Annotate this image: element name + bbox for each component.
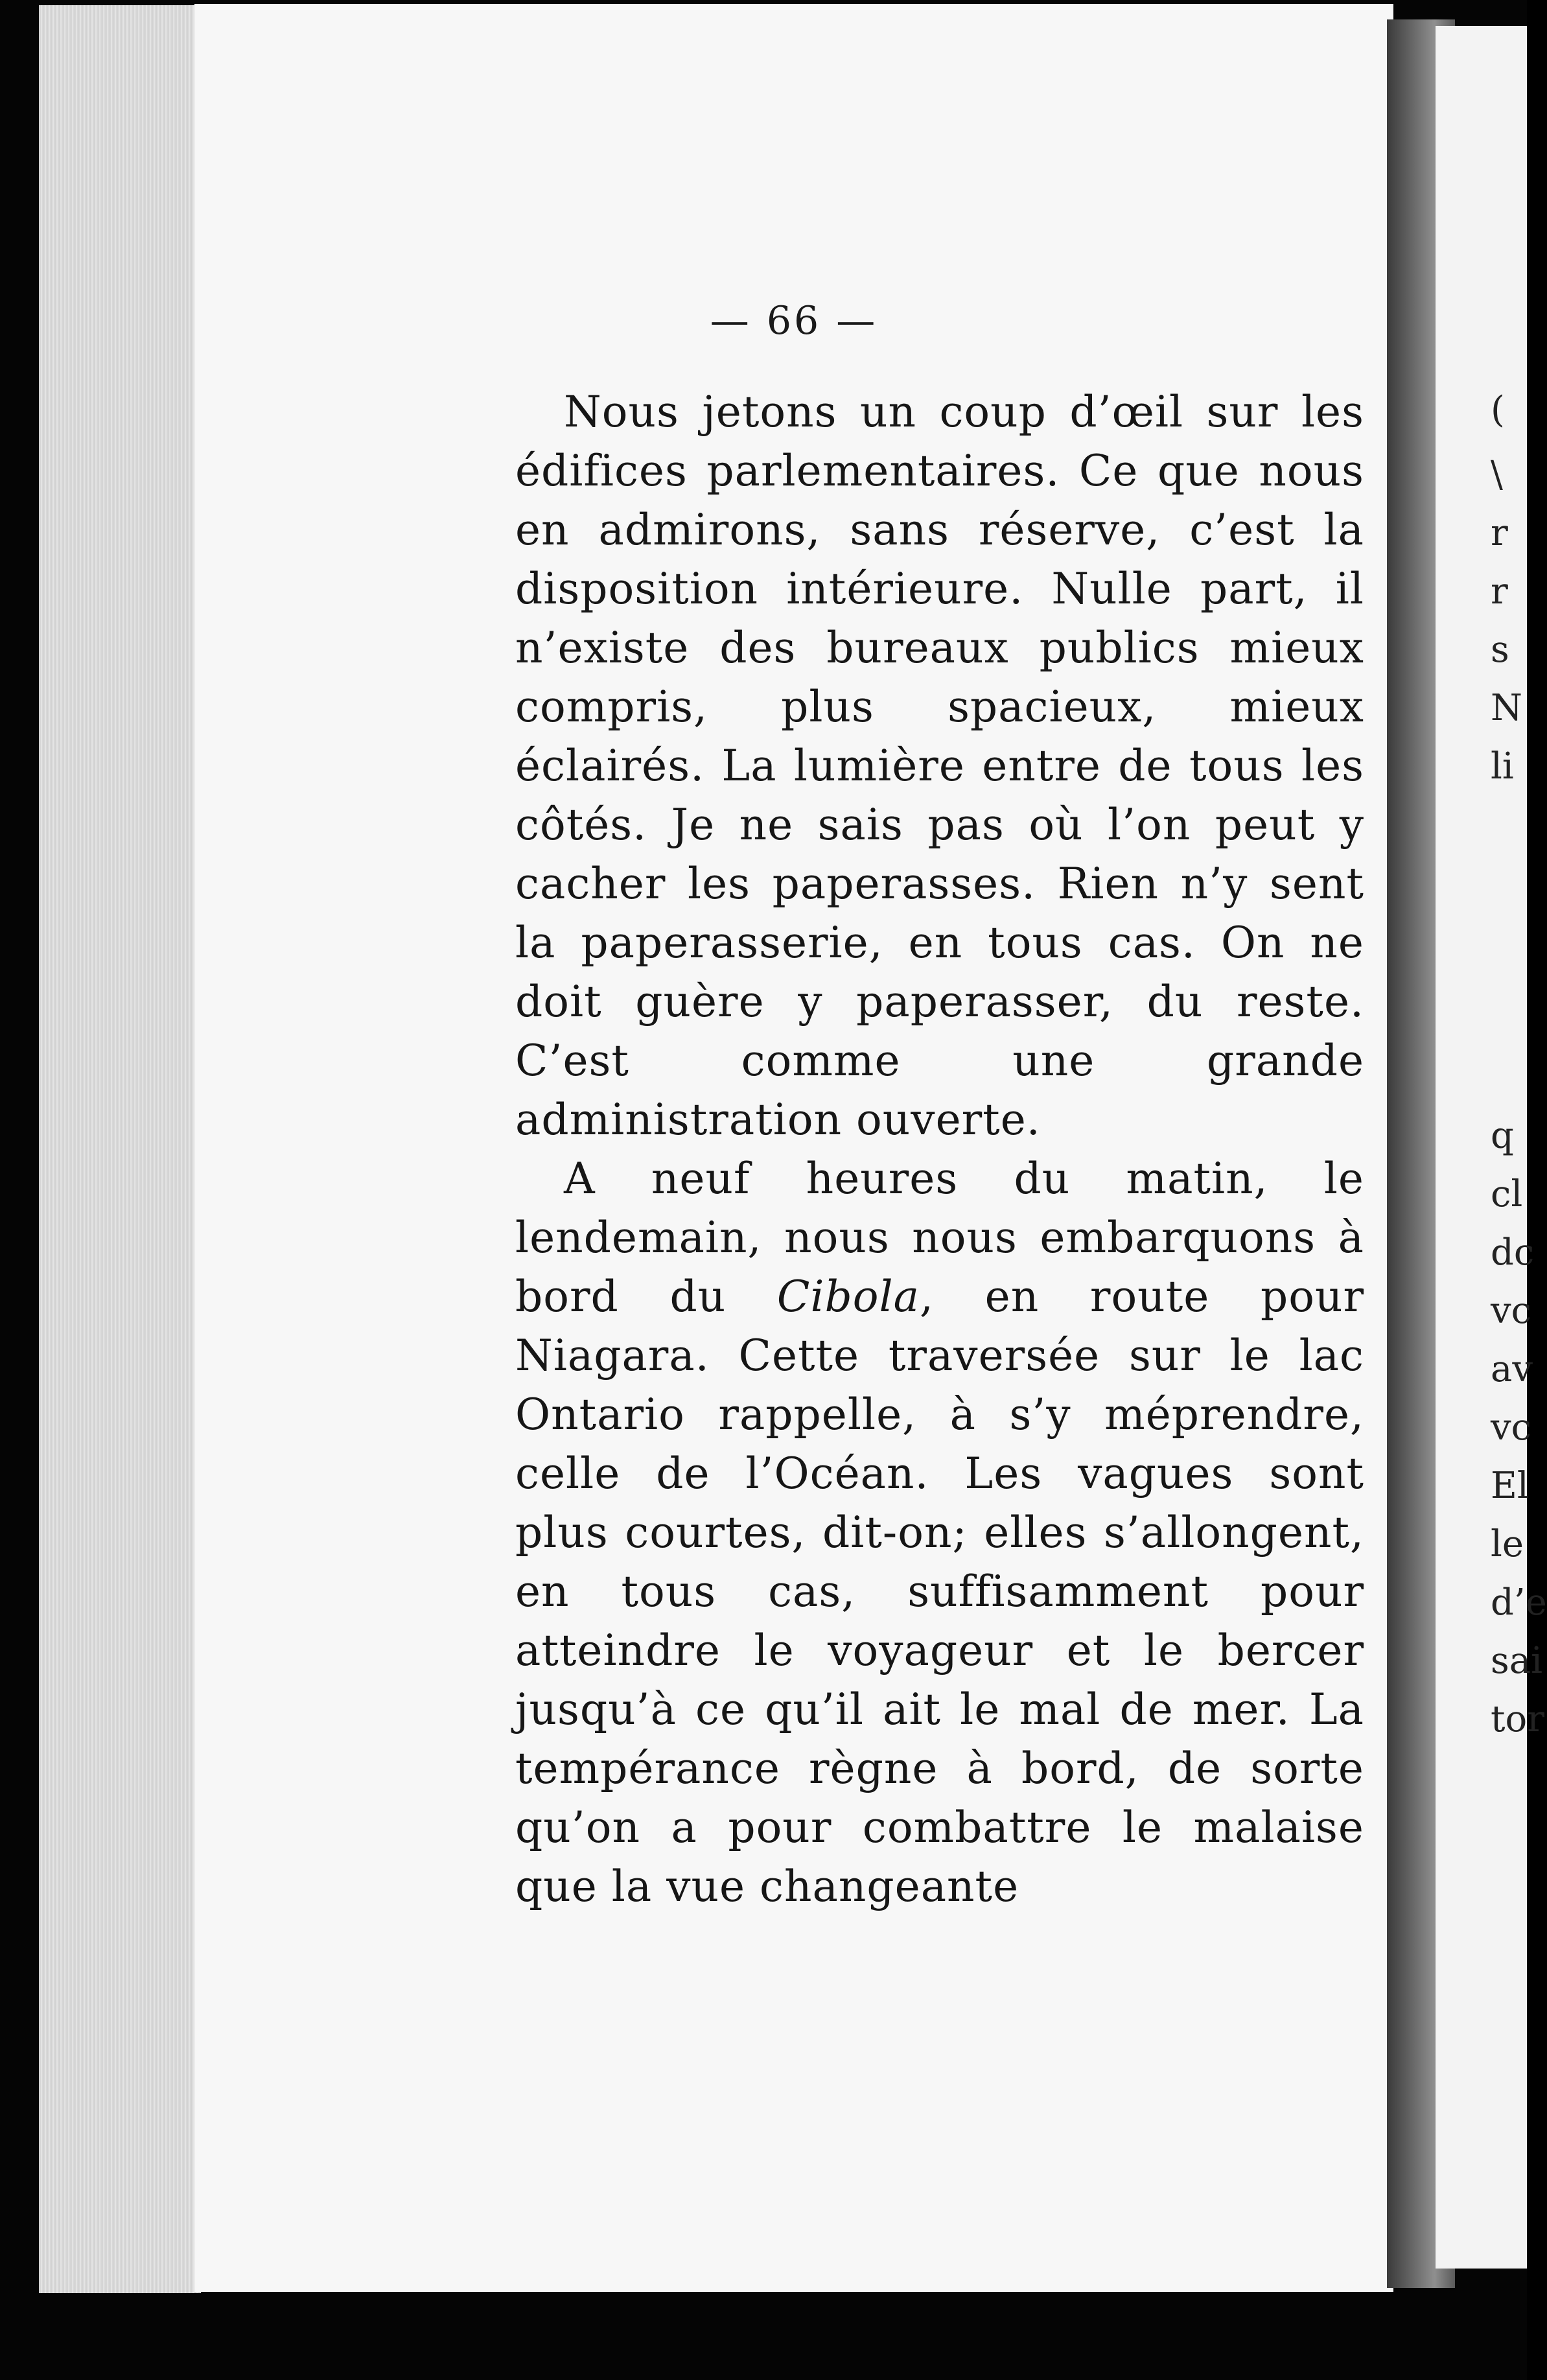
facing-page-fragment: N bbox=[1491, 687, 1522, 729]
ship-name: Cibola bbox=[776, 1272, 920, 1322]
paragraph-1: Nous jetons un coup d’œil sur les édifices parlementaires. Ce que nous en admirons, sans réserve, c’est la disposition intérieure. Nulle part, il n’existe des bureaux publics mieux compris, plus spacieux, mieux éclairés. La lumière entre de tous les côtés. Je ne sais pas où l’on peut y cacher les paperasses. Rien n’y sent la paperasserie, en tous cas. On ne doit guère y paperasser, du reste. C’est comme une grande administration ouverte. bbox=[515, 387, 1364, 1145]
page-number: — 66 — bbox=[710, 298, 878, 344]
facing-page-fragment: ( bbox=[1491, 389, 1505, 431]
facing-page-fragment: vc bbox=[1491, 1290, 1531, 1332]
facing-page-fragment: dc bbox=[1491, 1231, 1535, 1274]
body-text bbox=[515, 382, 1364, 1916]
facing-page-fragment: El bbox=[1491, 1465, 1529, 1507]
facing-page-fragment: av bbox=[1491, 1348, 1533, 1390]
facing-page-fragment: vc bbox=[1491, 1406, 1531, 1449]
facing-page-fragment: tor bbox=[1491, 1698, 1544, 1740]
paragraph-2-start: A neuf heures du matin, le lendemain, nous nous embarquons à bord du bbox=[515, 1154, 1364, 1322]
facing-page-fragment: cl bbox=[1491, 1173, 1523, 1215]
paragraph-2-end: , en route pour Niagara. Cette traversée sur le lac Ontario rappelle, à s’y méprendre, celle de l’Océan. Les vagues sont plus courtes, dit-on; elles s’allongent, en tous cas, suffisamment pour atteindre le voyageur et le bercer jusqu’à ce qu’il ait le mal de mer. La tempérance règne à bord, de sorte qu’on a pour combattre le malaise que la vue changeante bbox=[515, 1272, 1365, 1911]
facing-page-fragment: s bbox=[1491, 629, 1509, 671]
book-page-edges bbox=[39, 5, 201, 2293]
facing-page-fragment: r bbox=[1491, 512, 1508, 554]
facing-page-fragment: r bbox=[1491, 570, 1508, 612]
facing-page-fragment: li bbox=[1491, 745, 1514, 788]
facing-page-fragment: \ bbox=[1491, 454, 1503, 496]
facing-page-fragment: le bbox=[1491, 1523, 1524, 1565]
facing-page-fragment: d’e bbox=[1491, 1581, 1547, 1624]
facing-page-fragment: q bbox=[1491, 1115, 1514, 1157]
facing-page-fragment: sai bbox=[1491, 1640, 1543, 1682]
paragraph-2 bbox=[515, 1149, 1364, 1916]
